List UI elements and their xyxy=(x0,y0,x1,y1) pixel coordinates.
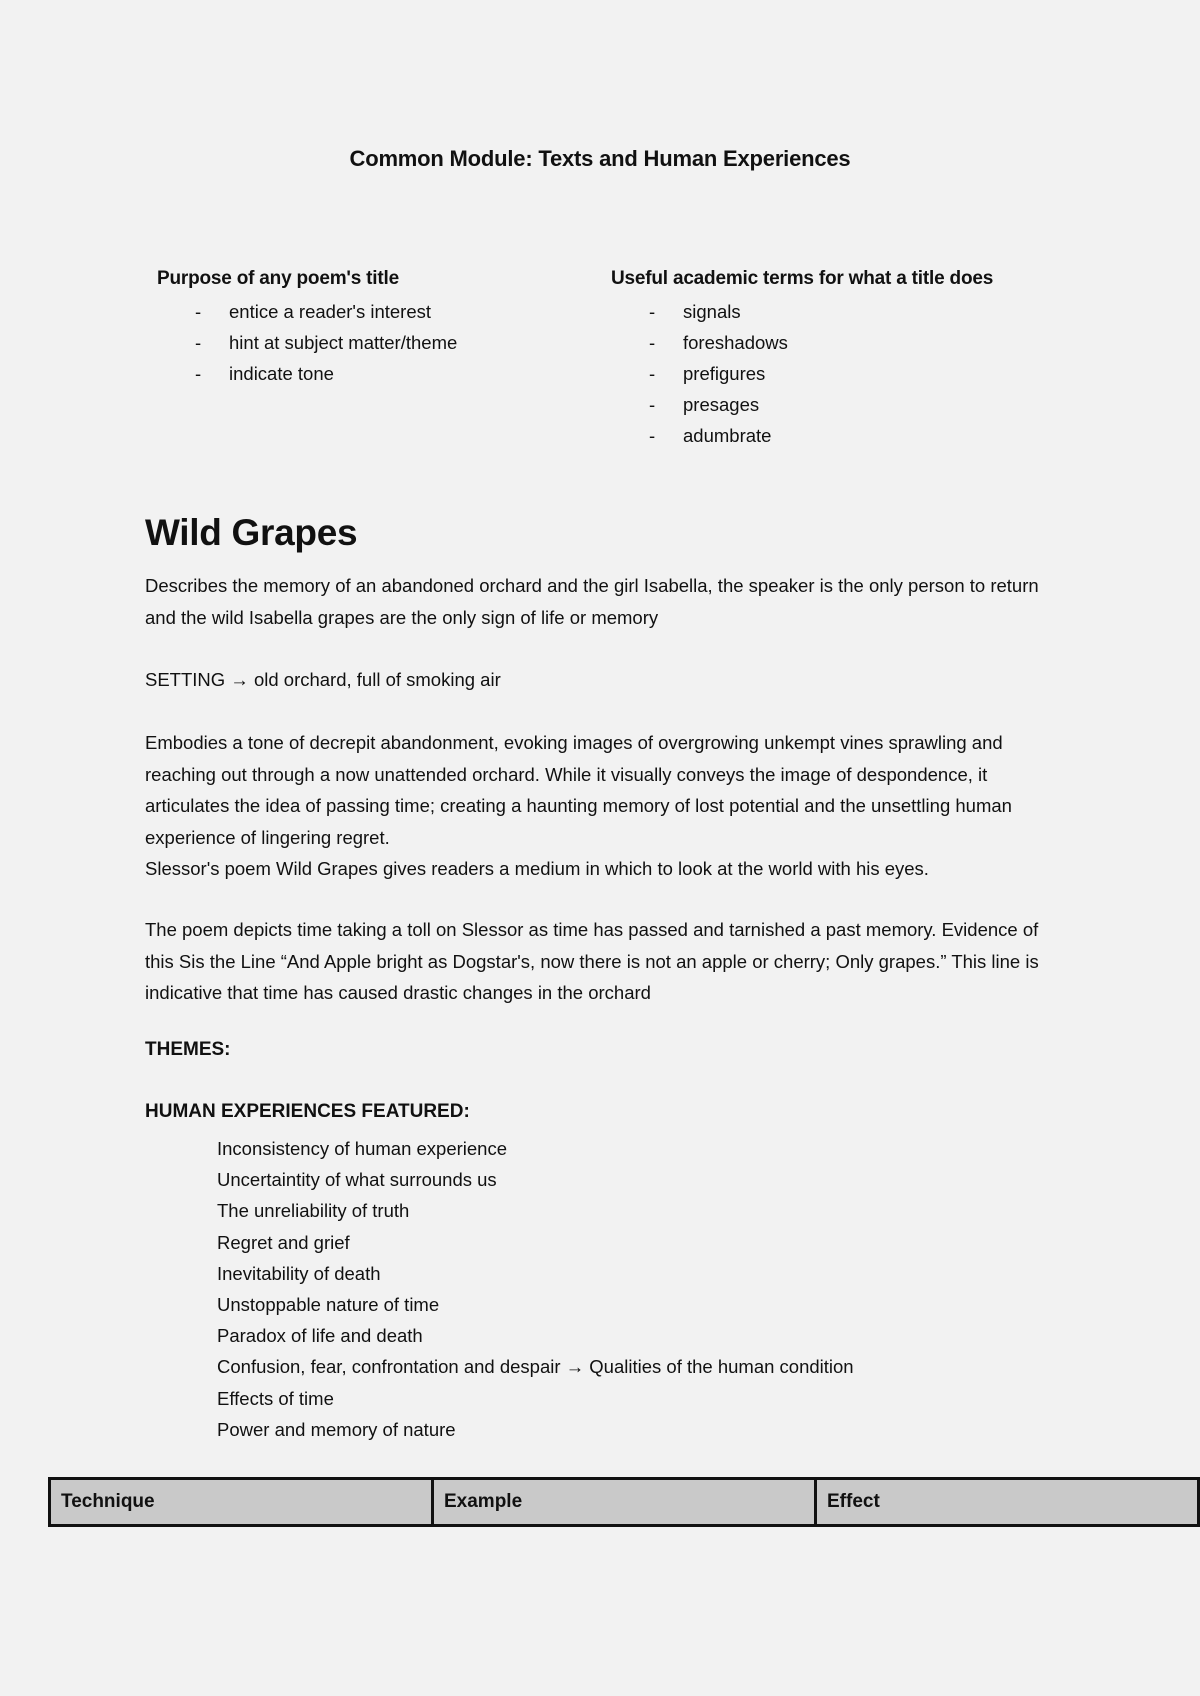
list-item: - entice a reader's interest xyxy=(157,296,577,327)
list-item: Power and memory of nature xyxy=(217,1418,456,1440)
list-item: Unstoppable nature of time xyxy=(217,1294,440,1316)
list-item: The unreliability of truth xyxy=(217,1200,410,1222)
human-experiences-section xyxy=(145,1133,1045,1445)
themes-heading: THEMES: xyxy=(145,1039,231,1060)
poem-summary: Describes the memory of an abandoned orchard and the girl Isabella, the speaker is the only person to return and the wild Isabella grapes are the only sign of life or memory xyxy=(145,575,1039,628)
analysis-text-3: The poem depicts time taking a toll on Slessor as time has passed and tarnished a past memory. Evidence of this Sis the Line “And Apple bright as Dogstar's, now there is not an apple or cherry; Only grapes.” This line is indicative that time has caused drastic changes in the orchard xyxy=(145,919,1039,1003)
list-item: - hint at subject matter/theme xyxy=(157,327,577,358)
example-column-header: Example xyxy=(433,1479,816,1526)
analysis-text-2: Slessor's poem Wild Grapes gives readers a medium in which to look at the world with his eyes. xyxy=(145,858,929,879)
table-header-row xyxy=(50,1479,1199,1526)
poem-heading: Wild Grapes xyxy=(145,512,358,553)
analysis-text-1: Embodies a tone of decrepit abandonment, evoking images of overgrowing unkempt vines sprawling and reaching out through a now unattended orchard. While it visually conveys the image of despondence, it articulates the idea of passing time; creating a haunting memory of lost potential and the unsettling human experience of lingering regret. xyxy=(145,732,1012,848)
time-analysis-paragraph xyxy=(145,914,1065,1009)
title-purpose-list xyxy=(157,296,577,389)
list-item: - presages xyxy=(611,389,1091,420)
list-item: - prefigures xyxy=(611,358,1091,389)
academic-terms-heading: Useful academic terms for what a title does xyxy=(611,268,994,289)
academic-terms-section xyxy=(611,268,1091,451)
list-item: - indicate tone xyxy=(157,358,577,389)
technique-table xyxy=(48,1477,1200,1527)
setting-paragraph xyxy=(145,664,1065,696)
analysis-paragraph xyxy=(145,727,1065,885)
document-title: Common Module: Texts and Human Experiences xyxy=(349,146,851,171)
title-purpose-heading: Purpose of any poem's title xyxy=(157,268,399,289)
human-experiences-list xyxy=(145,1133,1045,1445)
technique-column-header: Technique xyxy=(50,1479,433,1526)
list-item: Confusion, fear, confrontation and despair → Qualities of the human condition xyxy=(217,1356,854,1378)
list-item: - adumbrate xyxy=(611,420,1091,451)
list-item: Uncertaintity of what surrounds us xyxy=(217,1169,497,1191)
list-item: Inevitability of death xyxy=(217,1262,381,1284)
list-item: Paradox of life and death xyxy=(217,1325,423,1347)
title-purpose-section xyxy=(157,268,577,389)
poem-summary-paragraph xyxy=(145,570,1065,633)
setting-text: SETTING → old orchard, full of smoking air xyxy=(145,669,501,690)
list-item: - foreshadows xyxy=(611,327,1091,358)
effect-column-header: Effect xyxy=(816,1479,1199,1526)
academic-terms-list xyxy=(611,296,1091,451)
list-item: Inconsistency of human experience xyxy=(217,1138,508,1159)
human-experiences-heading: HUMAN EXPERIENCES FEATURED: xyxy=(145,1101,470,1122)
list-item: Effects of time xyxy=(217,1387,334,1409)
list-item: Regret and grief xyxy=(217,1231,350,1253)
list-item: - signals xyxy=(611,296,1091,327)
